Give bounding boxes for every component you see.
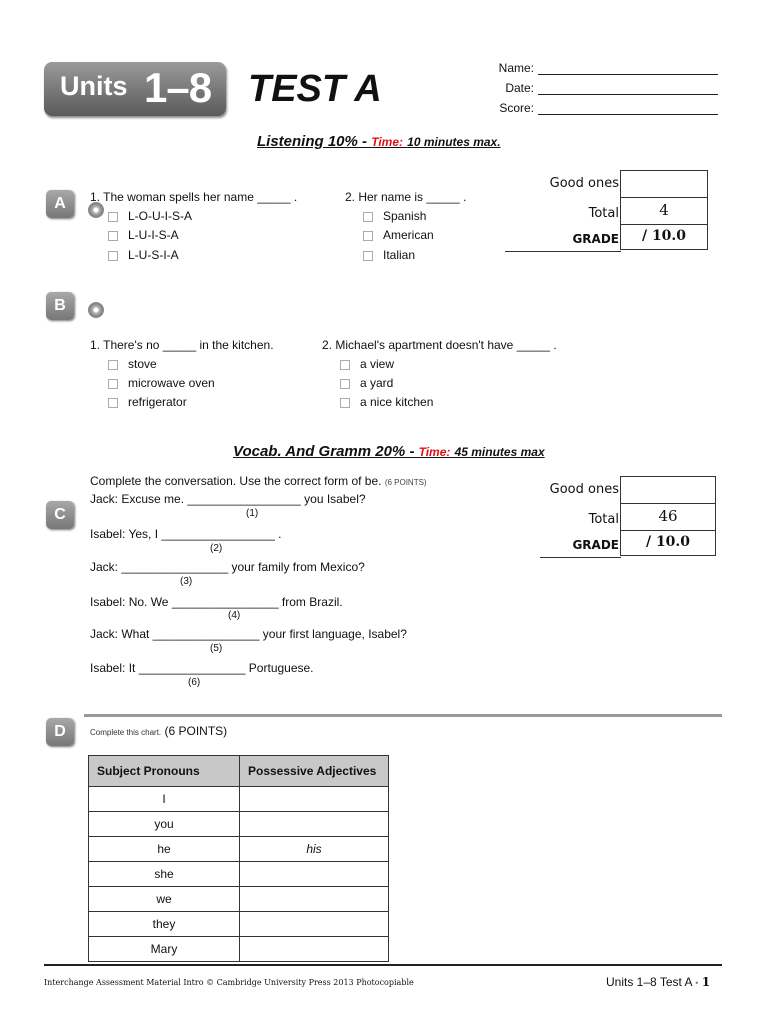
score-label: Score:: [499, 101, 534, 115]
grade-underline: [505, 251, 621, 252]
listening-time-label: Time:: [371, 135, 403, 149]
possessive-cell[interactable]: [240, 887, 389, 912]
good-ones-cell[interactable]: [620, 476, 716, 504]
option-label: Italian: [383, 248, 416, 262]
listening-title-text: Listening 10% -: [257, 133, 368, 150]
option-label: a yard: [360, 376, 394, 390]
header-possessive-adjectives: Possessive Adjectives: [240, 756, 389, 787]
subject-cell: I: [89, 787, 240, 812]
dialog-line-1: Jack: Excuse me. _________________ you Isabel?: [90, 492, 366, 506]
instruction-text: Complete the conversation. Use the correct form of be.: [90, 474, 382, 488]
dialog-line-3: Jack: ________________ your family from Mexico?: [90, 560, 365, 574]
test-title: TEST A: [248, 68, 382, 110]
total-cell[interactable]: 4: [620, 197, 708, 225]
section-c-badge: C: [46, 501, 74, 529]
option-a2-3[interactable]: [363, 248, 415, 262]
checkbox[interactable]: [108, 212, 118, 222]
total-label: Total: [588, 206, 619, 221]
possessive-cell[interactable]: [240, 862, 389, 887]
vocab-title-text: Vocab. And Gramm 20% -: [233, 443, 415, 460]
instruction-text: Complete this chart.: [90, 728, 162, 737]
checkbox[interactable]: [340, 398, 350, 408]
option-b1-3[interactable]: [108, 395, 187, 409]
grade-cell[interactable]: / 10.0: [620, 224, 708, 250]
table-row: [89, 837, 389, 862]
subject-cell: we: [89, 887, 240, 912]
checkbox[interactable]: [340, 379, 350, 389]
possessive-cell[interactable]: [240, 812, 389, 837]
option-a1-1[interactable]: [108, 209, 192, 223]
section-b-badge: B: [46, 292, 74, 320]
dialog-line-4: Isabel: No. We ________________ from Brazil.: [90, 595, 343, 609]
option-a2-2[interactable]: [363, 228, 434, 242]
subject-cell: Mary: [89, 937, 240, 962]
checkbox[interactable]: [363, 231, 373, 241]
table-row: [89, 787, 389, 812]
section-d-instruction: [90, 724, 227, 738]
good-ones-cell[interactable]: [620, 170, 708, 198]
option-b2-2[interactable]: [340, 376, 393, 390]
option-label: L-U-I-S-A: [128, 228, 179, 242]
table-row: [89, 862, 389, 887]
section-a-question-1: 1. The woman spells her name _____ .: [90, 190, 298, 204]
blank-number-5: (5): [210, 643, 223, 654]
checkbox[interactable]: [108, 379, 118, 389]
units-number: 1–8: [144, 64, 212, 111]
grade-label: GRADE: [572, 538, 619, 552]
option-a1-3[interactable]: [108, 248, 179, 262]
option-label: refrigerator: [128, 395, 187, 409]
grade-underline: [540, 557, 621, 558]
score-box-1: [505, 170, 715, 252]
table-row: [89, 937, 389, 962]
possessive-cell[interactable]: [240, 787, 389, 812]
footer-test-name: Units 1–8 Test A: [606, 975, 692, 989]
points-text: (6 POINTS): [384, 478, 427, 487]
page-number: 1: [701, 975, 711, 989]
section-d-badge: D: [46, 718, 74, 746]
checkbox[interactable]: [363, 212, 373, 222]
option-b1-1[interactable]: [108, 357, 157, 371]
good-ones-label: Good ones: [549, 482, 619, 497]
dialog-line-5: Jack: What ________________ your first language, Isabel?: [90, 627, 407, 641]
subject-cell: he: [89, 837, 240, 862]
total-label: Total: [588, 512, 619, 527]
option-label: microwave oven: [128, 376, 215, 390]
footer-page-label: [606, 975, 710, 989]
units-badge: [44, 62, 226, 116]
option-label: a view: [360, 357, 395, 371]
subject-cell: she: [89, 862, 240, 887]
listening-time-value: 10 minutes max.: [407, 135, 501, 149]
good-ones-label: Good ones: [549, 176, 619, 191]
blank-number-4: (4): [228, 610, 241, 621]
header-subject-pronouns: Subject Pronouns: [89, 756, 240, 787]
audio-cd-icon[interactable]: [88, 302, 104, 318]
option-label: L-U-S-I-A: [128, 248, 179, 262]
option-label: Spanish: [383, 209, 427, 223]
date-label: Date:: [505, 81, 534, 95]
total-cell[interactable]: 46: [620, 503, 716, 531]
footer-rule: [44, 964, 722, 966]
points-text: (6 POINTS): [164, 724, 228, 738]
checkbox[interactable]: [108, 398, 118, 408]
units-label: Units: [60, 71, 128, 101]
checkbox[interactable]: [363, 251, 373, 261]
score-box-2: [505, 476, 715, 558]
checkbox[interactable]: [340, 360, 350, 370]
name-label: Name:: [498, 61, 534, 75]
option-label: American: [383, 228, 434, 242]
option-label: a nice kitchen: [360, 395, 434, 409]
possessive-cell[interactable]: [240, 912, 389, 937]
section-c-instruction: [90, 474, 427, 488]
possessive-cell[interactable]: his: [240, 837, 389, 862]
footer-bullet: •: [695, 978, 699, 988]
table-row: [89, 912, 389, 937]
date-field[interactable]: [538, 94, 718, 95]
blank-number-2: (2): [210, 543, 223, 554]
section-b-question-1: 1. There's no _____ in the kitchen.: [90, 338, 274, 352]
option-label: L-O-U-I-S-A: [128, 209, 192, 223]
section-d-divider: [84, 714, 722, 717]
option-label: stove: [128, 357, 157, 371]
section-b-question-2: 2. Michael's apartment doesn't have _____ .: [322, 338, 557, 352]
audio-cd-icon[interactable]: [88, 202, 104, 218]
dialog-line-2: Isabel: Yes, I _________________ .: [90, 527, 282, 541]
subject-cell: you: [89, 812, 240, 837]
name-field[interactable]: [538, 74, 718, 75]
table-row: [89, 812, 389, 837]
vocab-title: [233, 443, 545, 460]
dialog-line-6: Isabel: It ________________ Portuguese.: [90, 661, 314, 675]
table-header-row: [89, 756, 389, 787]
blank-number-6: (6): [188, 677, 201, 688]
subject-cell: they: [89, 912, 240, 937]
score-field[interactable]: [538, 114, 718, 115]
option-b2-1[interactable]: [340, 357, 394, 371]
checkbox[interactable]: [108, 251, 118, 261]
section-a-badge: A: [46, 190, 74, 218]
grade-label: GRADE: [572, 232, 619, 246]
option-a1-2[interactable]: [108, 228, 179, 242]
section-a-question-2: 2. Her name is _____ .: [345, 190, 467, 204]
listening-title: [257, 133, 501, 150]
grade-cell[interactable]: / 10.0: [620, 530, 716, 556]
checkbox[interactable]: [108, 231, 118, 241]
checkbox[interactable]: [108, 360, 118, 370]
blank-number-1: (1): [246, 508, 259, 519]
vocab-time-label: Time:: [418, 445, 451, 459]
table-row: [89, 887, 389, 912]
possessive-cell[interactable]: [240, 937, 389, 962]
footer-copyright: Interchange Assessment Material Intro © Cambridge University Press 2013 Photocopiable: [44, 978, 414, 987]
option-b1-2[interactable]: [108, 376, 215, 390]
blank-number-3: (3): [180, 576, 193, 587]
vocab-time-value: 45 minutes max: [454, 445, 545, 459]
option-a2-1[interactable]: [363, 209, 426, 223]
pronoun-chart: [88, 755, 389, 962]
option-b2-3[interactable]: [340, 395, 433, 409]
